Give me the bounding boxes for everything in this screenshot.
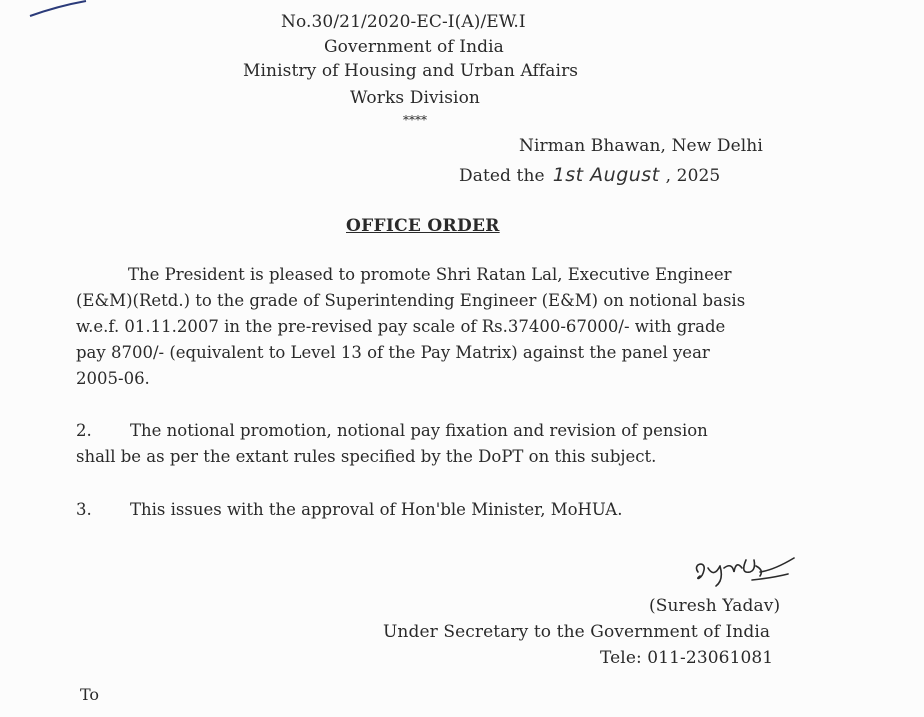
reference-number: No.30/21/2020-EC-I(A)/EW.I <box>281 12 526 32</box>
paragraph-2-number: 2. <box>76 421 92 440</box>
division-name: Works Division <box>350 88 480 108</box>
recipient-label: To <box>80 685 100 704</box>
signatory-designation: Under Secretary to the Government of India <box>383 622 771 642</box>
office-place: Nirman Bhawan, New Delhi <box>519 136 763 156</box>
government-name: Government of India <box>324 37 504 57</box>
paragraph-1-line: pay 8700/- (equivalent to Level 13 of the Pay Matrix) against the panel year <box>76 343 710 362</box>
paragraph-2-line: shall be as per the extant rules specified by the DoPT on this subject. <box>76 447 657 466</box>
date-line <box>459 164 720 186</box>
dated-year: , 2025 <box>665 166 721 186</box>
signatory-name: (Suresh Yadav) <box>649 596 781 616</box>
ministry-name: Ministry of Housing and Urban Affairs <box>243 61 579 81</box>
paragraph-3-number: 3. <box>76 500 92 519</box>
paragraph-1 <box>76 262 806 392</box>
paragraph-1-line: The President is pleased to promote Shri Ratan Lal, Executive Engineer <box>128 265 732 284</box>
dated-label: Dated the <box>459 166 545 186</box>
pen-mark-icon <box>28 0 88 20</box>
paragraph-3 <box>76 497 622 523</box>
paragraph-3-text: This issues with the approval of Hon'ble Minister, MoHUA. <box>130 500 623 519</box>
paragraph-2-line: The notional promotion, notional pay fixation and revision of pension <box>130 421 708 440</box>
signatory-telephone: Tele: 011-23061081 <box>600 648 774 668</box>
paragraph-2 <box>76 418 806 470</box>
paragraph-1-line: w.e.f. 01.11.2007 in the pre-revised pay scale of Rs.37400-67000/- with grade <box>76 317 726 336</box>
document-title: OFFICE ORDER <box>346 216 500 236</box>
paragraph-1-line: 2005-06. <box>76 369 150 388</box>
dated-handwritten: 1st August <box>552 164 660 186</box>
signature-icon <box>690 550 800 590</box>
separator-stars: **** <box>403 113 427 127</box>
paragraph-1-line: (E&M)(Retd.) to the grade of Superintending Engineer (E&M) on notional basis <box>76 291 746 310</box>
